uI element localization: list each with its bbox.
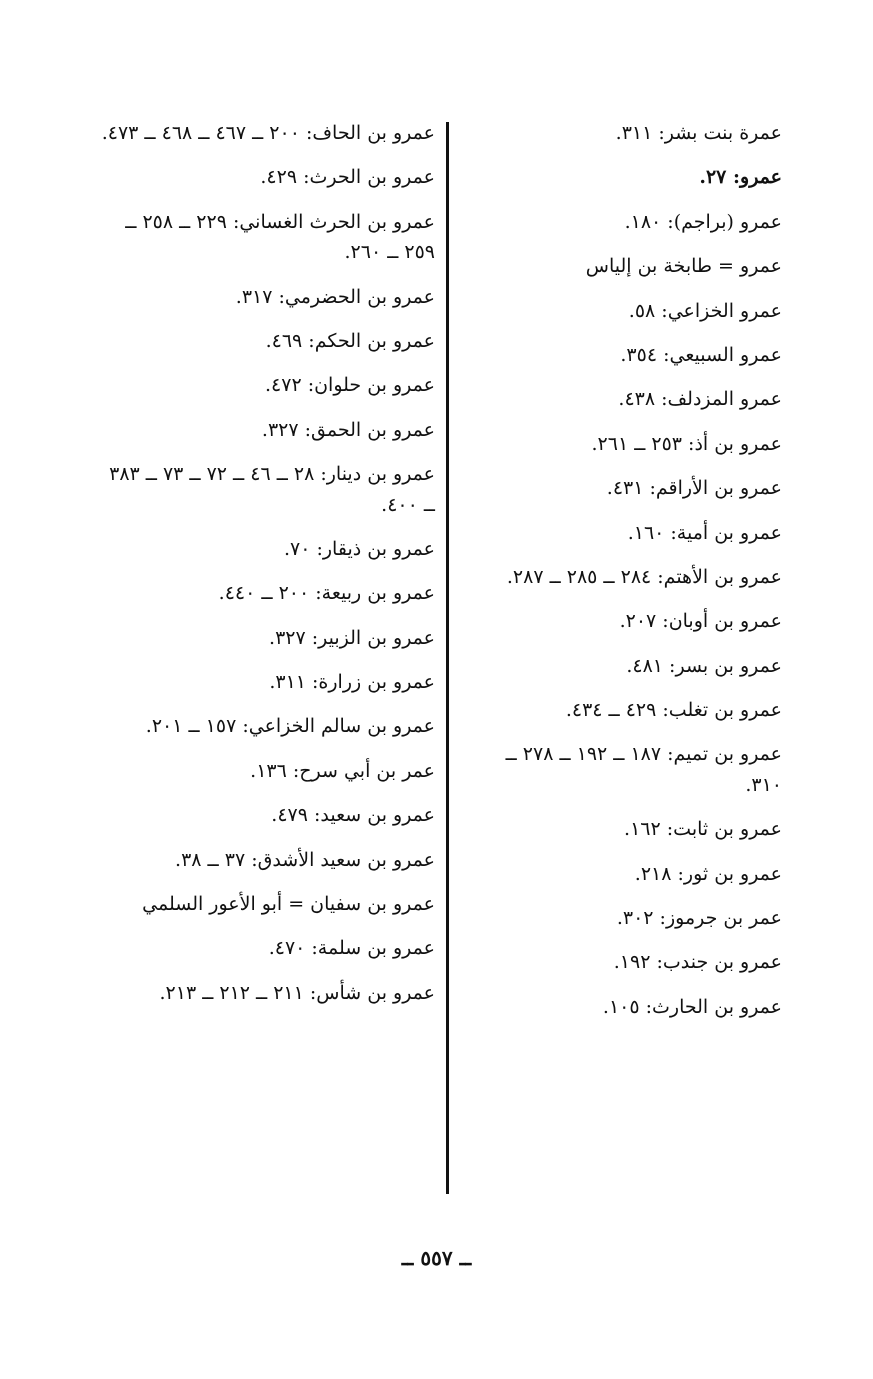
index-entry: عمرو بن الزبير: ٣٢٧. bbox=[269, 626, 435, 649]
index-entry: عمرو بن سفيان = أبو الأعور السلمي bbox=[142, 893, 435, 916]
index-entry: عمر بن أبي سرح: ١٣٦. bbox=[250, 759, 435, 782]
index-entry: عمرو بن بسر: ٤٨١. bbox=[626, 654, 782, 677]
index-entry: عمرو بن حلوان: ٤٧٢. bbox=[264, 374, 435, 397]
index-entry: عمرو بن ربيعة: ٢٠٠ ــ ٤٤٠. bbox=[218, 582, 435, 605]
page-number: ــ ٥٥٧ ــ bbox=[401, 1246, 472, 1270]
index-entry: عمرو بن الأراقم: ٤٣١. bbox=[606, 477, 782, 500]
index-entry: عمرو = طابخة بن إلياس bbox=[585, 255, 782, 278]
index-entry: عمرو بن أذ: ٢٥٣ ــ ٢٦١. bbox=[591, 432, 782, 455]
index-entry: عمرو بن الحرث: ٤٢٩. bbox=[260, 166, 435, 189]
index-entry: عمرو (براجم): ١٨٠. bbox=[624, 210, 782, 233]
index-entry: عمرو بن أمية: ١٦٠. bbox=[627, 521, 782, 544]
index-entry: عمرو بن الحضرمي: ٣١٧. bbox=[235, 285, 435, 308]
index-entry: عمرو بن الحاف: ٢٠٠ ــ ٤٦٧ ــ ٤٦٨ ــ ٤٧٣. bbox=[101, 122, 435, 144]
index-entry: عمرو السبيعي: ٣٥٤. bbox=[620, 343, 782, 366]
index-entry: عمرو بن سعيد: ٤٧٩. bbox=[271, 804, 435, 827]
index-entry: عمر بن جرموز: ٣٠٢. bbox=[616, 907, 782, 930]
index-entry: عمرو بن ثابت: ١٦٢. bbox=[624, 818, 782, 841]
index-entry: عمرو المزدلف: ٤٣٨. bbox=[618, 388, 782, 411]
index-entry: عمرة بنت بشر: ٣١١. bbox=[615, 122, 782, 144]
index-entry: عمرو بن ثور: ٢١٨. bbox=[634, 862, 782, 885]
index-entry: عمرو بن الحمق: ٣٢٧. bbox=[261, 418, 435, 441]
index-entry: عمرو بن تميم: ١٨٧ ــ ١٩٢ ــ ٢٧٨ ــ ٣١٠. bbox=[505, 743, 782, 796]
index-column-left bbox=[95, 118, 435, 1022]
index-entry: عمرو بن الحكم: ٤٦٩. bbox=[265, 329, 435, 352]
column-divider bbox=[446, 122, 449, 1194]
index-entry: عمرو بن زرارة: ٣١١. bbox=[269, 671, 435, 694]
index-entry: عمرو بن تغلب: ٤٢٩ ــ ٤٣٤. bbox=[565, 699, 782, 722]
index-entry: عمرو بن سعيد الأشدق: ٣٧ ــ ٣٨. bbox=[175, 848, 435, 871]
index-entry: عمرو بن الحرث الغساني: ٢٢٩ ــ ٢٥٨ ــ ٢٥٩ ــ ٢٦٠. bbox=[125, 210, 435, 264]
index-entry: عمرو بن شأس: ٢١١ ــ ٢١٢ ــ ٢١٣. bbox=[159, 981, 435, 1004]
index-entry: عمرو بن سلمة: ٤٧٠. bbox=[268, 937, 435, 960]
index-column-right bbox=[470, 118, 782, 1036]
index-entry: عمرو: ٢٧. bbox=[699, 166, 782, 189]
index-entry: عمرو بن الأهتم: ٢٨٤ ــ ٢٨٥ ــ ٢٨٧. bbox=[506, 565, 782, 588]
index-entry: عمرو بن سالم الخزاعي: ١٥٧ ــ ٢٠١. bbox=[145, 715, 435, 738]
index-entry: عمرو بن جندب: ١٩٢. bbox=[613, 951, 782, 974]
index-entry: عمرو بن دينار: ٢٨ ــ ٤٦ ــ ٧٢ ــ ٧٣ ــ ٣٨٣ ــ ٤٠٠. bbox=[109, 463, 435, 516]
index-entry: عمرو بن ذيقار: ٧٠. bbox=[283, 537, 435, 560]
index-entry: عمرو الخزاعي: ٥٨. bbox=[628, 299, 782, 322]
index-entry: عمرو بن أوبان: ٢٠٧. bbox=[619, 610, 782, 633]
index-entry: عمرو بن الحارث: ١٠٥. bbox=[602, 995, 782, 1018]
